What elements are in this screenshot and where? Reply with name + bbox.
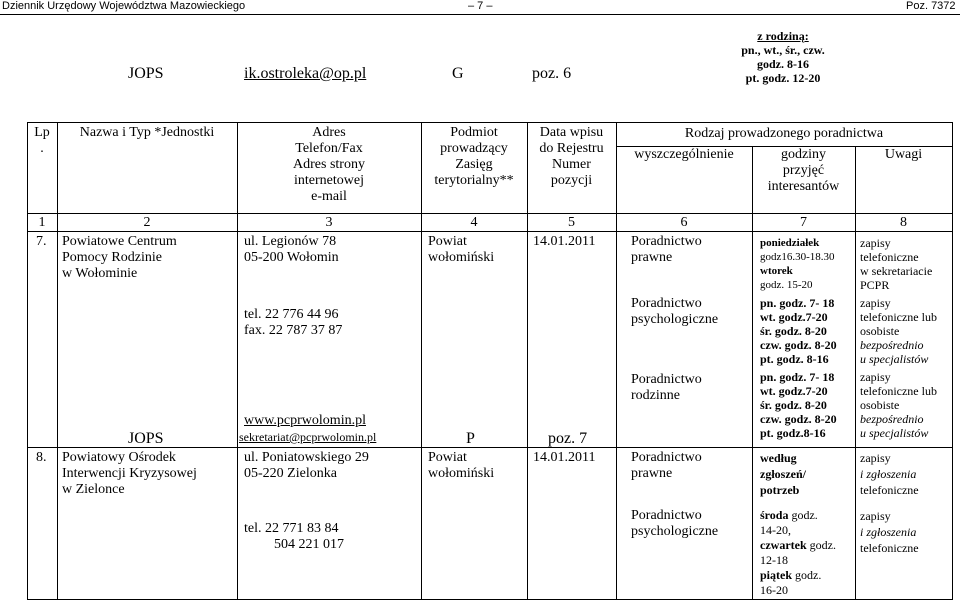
top-hours: z rodziną: pn., wt., śr., czw. godz. 8-16 pt. godz. 12-20: [741, 29, 825, 85]
col-number: 1: [38, 215, 46, 230]
col-number: 8: [900, 215, 907, 230]
row8-date: 14.01.2011: [533, 450, 596, 465]
col-notes-header: Uwagi: [884, 147, 923, 162]
row7-date: 14.01.2011: [533, 234, 596, 249]
row7-family-notes: zapisy telefoniczne lub osobiste bezpośrednio u specjalistów: [860, 370, 937, 440]
top-email: ik.ostroleka@op.pl: [244, 65, 367, 82]
row7-phone: tel. 22 776 44 96 fax. 22 787 37 87: [244, 307, 343, 338]
col-number: 4: [470, 215, 478, 230]
row7-psych-notes: zapisy telefoniczne lub osobiste bezpośrednio u specjalistów: [860, 296, 937, 366]
col-counseling-header: Rodzaj prowadzonego poradnictwa: [684, 126, 884, 141]
col-number: 5: [568, 215, 575, 230]
row8-address: ul. Poniatowskiego 29 05-220 Zielonka: [244, 450, 369, 481]
page-header: [0, 0, 960, 15]
mid-poz: poz. 7: [548, 430, 588, 447]
row8-service-legal: Poradnictwo prawne: [631, 450, 702, 481]
row8-lp: 8.: [36, 450, 47, 465]
top-jops: JOPS: [128, 65, 164, 82]
col-address-header: Adres Telefon/Fax Adres strony internetowej e-mail: [293, 125, 365, 204]
row8-entity: Powiat wołomiński: [428, 450, 495, 481]
row7-email-link[interactable]: sekretariat@pcprwolomin.pl: [239, 430, 377, 444]
col-number: 7: [800, 215, 807, 230]
row7-psych-hours: pn. godz. 7- 18 wt. godz.7-20 śr. godz. 8-20 czw. godz. 8-20 pt. godz. 8-16: [760, 296, 837, 366]
col-number: 3: [325, 215, 333, 230]
col-lp-header: Lp .: [34, 125, 50, 156]
row7-service-family: Poradnictwo rodzinne: [631, 372, 702, 403]
row7-service-psych: Poradnictwo psychologiczne: [631, 296, 719, 327]
row7-entity: Powiat wołomiński: [428, 234, 495, 265]
page-number: – 7 –: [468, 0, 493, 12]
col-name-header: Nazwa i Typ *Jednostki: [79, 125, 215, 140]
row7-www-link[interactable]: www.pcprwolomin.pl: [244, 413, 366, 428]
row7-legal-notes: zapisy telefoniczne w sekretariacie PCPR: [860, 236, 933, 292]
mid-jops: JOPS: [128, 430, 164, 447]
top-g: G: [452, 65, 464, 82]
row8-psych-notes: zapisy i zgłoszenia telefoniczne: [860, 509, 919, 555]
journal-title: Dziennik Urzędowy Województwa Mazowieckiego: [2, 0, 246, 12]
row7-lp: 7.: [36, 234, 47, 249]
position-number: Poz. 7372: [906, 0, 956, 12]
row7-name: Powiatowe Centrum Pomocy Rodzinie w Wołominie: [62, 234, 177, 281]
row7-legal-hours: poniedziałek godz16.30-18.30 wtorek godz. 15-20: [760, 237, 835, 291]
top-poz: poz. 6: [532, 65, 572, 82]
row8-legal-hours: według zgłoszeń/ potrzeb: [760, 451, 806, 497]
row7-address: ul. Legionów 78 05-200 Wołomin: [244, 234, 339, 265]
col-date-header: Data wpisu do Rejestru Numer pozycji: [539, 125, 604, 188]
col-detail-header: wyszczególnienie: [634, 147, 734, 162]
col-number: 2: [143, 215, 151, 230]
row8-legal-notes: zapisy i zgłoszenia telefoniczne: [860, 451, 919, 497]
mid-p: P: [466, 430, 475, 447]
row8-psych-hours: środa godz. 14-20, czwartek godz. 12-18 piątek godz. 16-20: [760, 508, 836, 597]
row8-phone: tel. 22 771 83 84 504 221 017: [244, 521, 344, 552]
row7-family-hours: pn. godz. 7- 18 wt. godz.7-20 śr. godz. 8-20 czw. godz. 8-20 pt. godz.8-16: [760, 370, 837, 440]
col-number: 6: [680, 215, 688, 230]
row8-service-psych: Poradnictwo psychologiczne: [631, 508, 719, 539]
row8-name: Powiatowy Ośrodek Interwencji Kryzysowej w Zielonce: [62, 450, 197, 497]
row7-service-legal: Poradnictwo prawne: [631, 234, 702, 265]
col-entity-header: Podmiot prowadzący Zasięg terytorialny**: [434, 125, 514, 188]
col-hours-header: godziny przyjęć interesantów: [767, 147, 840, 194]
